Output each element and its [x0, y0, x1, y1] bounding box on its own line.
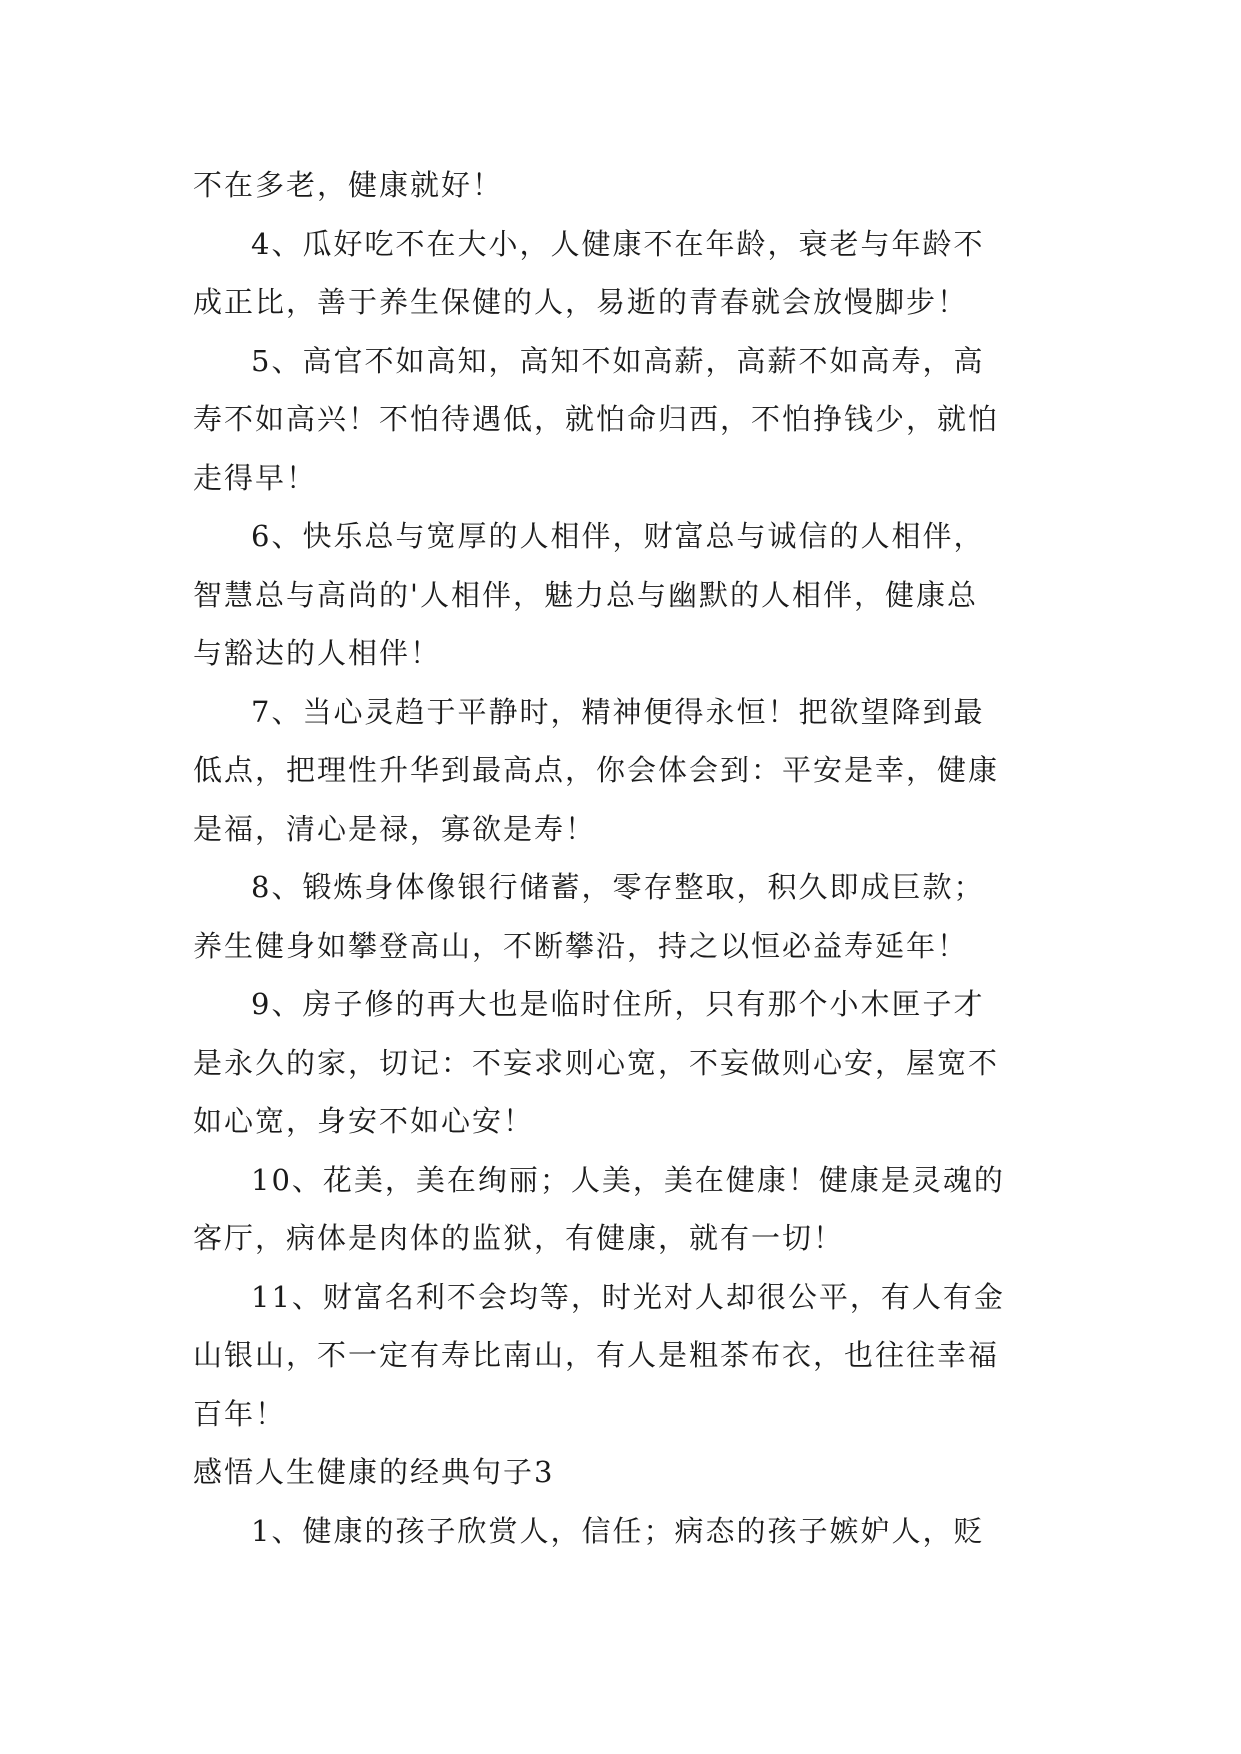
text-line: 成正比，善于养生保健的人，易逝的青春就会放慢脚步！ — [193, 285, 969, 319]
text-line: 百年！ — [193, 1396, 287, 1431]
text-line: 客厅，病体是肉体的监狱，有健康，就有一切！ — [193, 1221, 845, 1255]
paragraph-line: 4、瓜好吃不在大小，人健康不在年龄，衰老与年龄不 — [251, 226, 985, 261]
paragraph-line: 10、花美，美在绚丽；人美，美在健康！健康是灵魂的 — [251, 1162, 1005, 1197]
paragraph-line: 7、当心灵趋于平静时，精神便得永恒！把欲望降到最 — [251, 694, 985, 729]
text-line: 不在多老，健康就好！ — [193, 168, 504, 202]
paragraph-line: 1、健康的孩子欣赏人，信任；病态的孩子嫉妒人，贬 — [251, 1513, 985, 1548]
text-line: 如心宽，身安不如心安！ — [193, 1104, 535, 1138]
section-heading: 感悟人生健康的经典句子3 — [193, 1455, 555, 1489]
text-line: 寿不如高兴！不怕待遇低，就怕命归西，不怕挣钱少，就怕 — [193, 402, 1000, 436]
document-page — [193, 156, 1061, 1560]
paragraph-line: 9、房子修的再大也是临时住所，只有那个小木匣子才 — [251, 987, 985, 1021]
text-line: 是永久的家，切记：不妄求则心宽，不妄做则心安，屋宽不 — [193, 1045, 1000, 1080]
text-line: 走得早！ — [193, 460, 318, 495]
paragraph-line: 6、快乐总与宽厚的人相伴，财富总与诚信的人相伴， — [251, 519, 985, 553]
paragraph-line: 8、锻炼身体像银行储蓄，零存整取，积久即成巨款； — [251, 870, 985, 904]
text-line: 山银山，不一定有寿比南山，有人是粗茶布衣，也往往幸福 — [193, 1338, 1000, 1372]
paragraph-line: 5、高官不如高知，高知不如高薪，高薪不如高寿，高 — [251, 343, 985, 378]
text-line: 低点，把理性升华到最高点，你会体会到：平安是幸，健康 — [193, 753, 1000, 787]
paragraph-line: 11、财富名利不会均等，时光对人却很公平，有人有金 — [251, 1279, 1005, 1314]
text-line: 智慧总与高尚的'人相伴，魅力总与幽默的人相伴，健康总 — [193, 577, 978, 612]
text-line: 与豁达的人相伴！ — [193, 636, 442, 670]
text-line: 养生健身如攀登高山，不断攀沿，持之以恒必益寿延年！ — [193, 928, 969, 963]
text-line: 是福，清心是禄，寡欲是寿！ — [193, 811, 597, 846]
